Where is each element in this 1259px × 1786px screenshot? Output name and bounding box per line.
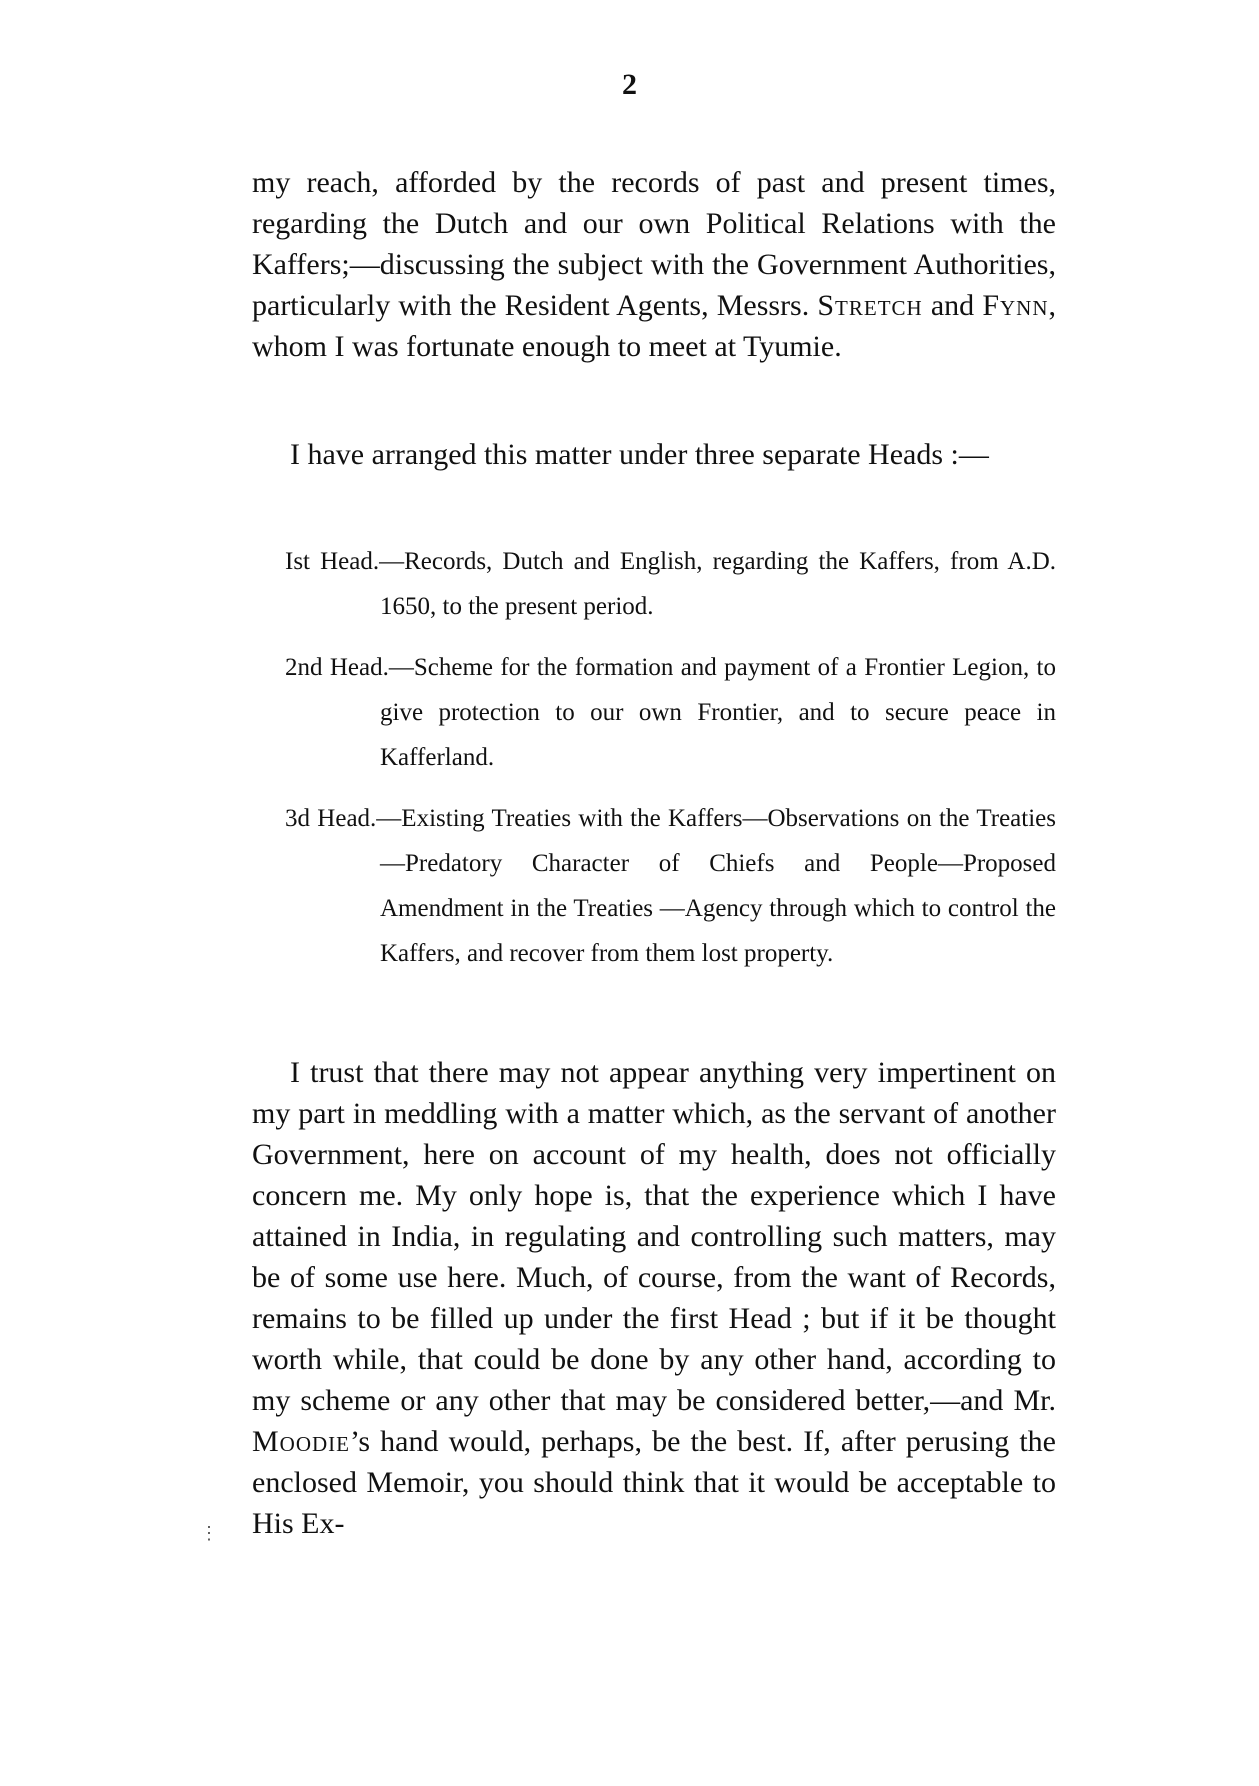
page-number: 2 [622, 68, 637, 101]
head-label: 2nd Head. [285, 654, 389, 681]
head-text: —Scheme for the formation and payment of a Frontier Legion, to give protection to our own Frontier, and to secure peace in Kafferland. [380, 654, 1056, 771]
head-item-1 [252, 539, 1056, 629]
paragraph-1-text-b: and [922, 289, 983, 322]
heads-list [252, 539, 1056, 992]
paragraph-3-text-b: ’s hand would, perhaps, be the best. If, after perusing the enclosed Memoir, you should think that it would be acceptable to His Ex- [252, 1425, 1056, 1540]
head-item-2 [252, 645, 1056, 780]
paragraph-2: I have arranged this matter under three separate Heads :— [290, 438, 989, 471]
head-label: Ist Head. [285, 548, 380, 575]
name-fynn: Fynn [982, 289, 1049, 322]
head-item-3 [252, 796, 1056, 976]
name-moodie: Moodie [252, 1425, 350, 1458]
paragraph-3 [252, 1052, 1056, 1544]
head-text: —Existing Treaties with the Kaffers—Observations on the Treaties—Predatory Character of Chiefs and People—Proposed Amendment in the Treaties —Agency through which to control the Kaffers, and recover from them lost property. [376, 805, 1056, 967]
paragraph-1-text-c: , whom I was fortunate enough to meet at Tyumie. [252, 289, 1056, 363]
paragraph-3-text-a: I trust that there may not appear anything very impertinent on my part in meddling with a matter which, as the servant of another Government, here on account of my health, does not officially concern me. My only hope is, that the experience which I have attained in India, in regulating and controlling such matters, may be of some use here. Much, of course, from the want of Records, remains to be filled up under the first Head ; but if it be thought worth while, that could be done by any other hand, according to my scheme or any other that may be considered better,—and Mr. [252, 1056, 1056, 1417]
paragraph-1-text-a: my reach, afforded by the records of past and present times, regarding the Dutch and our own Political Relations with the Kaffers;—discussing the subject with the Government Authorities, particularly with the Resident Agents, Messrs. [252, 166, 1056, 322]
paragraph-1 [252, 162, 1056, 367]
name-stretch: Stretch [817, 289, 923, 322]
head-label: 3d Head. [285, 805, 377, 832]
margin-ink-mark: ⋮ [200, 1523, 218, 1543]
head-text: —Records, Dutch and English, regarding the Kaffers, from A.D. 1650, to the present period. [379, 548, 1056, 620]
